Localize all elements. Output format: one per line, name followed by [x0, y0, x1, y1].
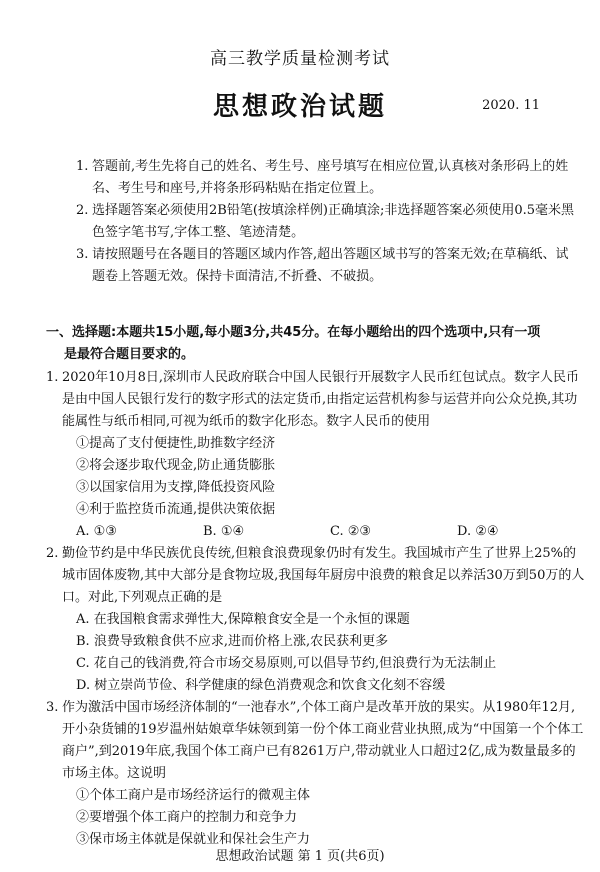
instruction-number: 3. — [76, 247, 89, 262]
answer-choices — [62, 521, 586, 543]
instruction-item — [76, 200, 576, 244]
statement-item: ①个体工商户是市场经济运行的微观主体 — [76, 788, 311, 803]
instruction-text: 选择题答案必须使用2B铅笔(按填涂样例)正确填涂;非选择题答案必须使用0.5毫米黑色签字笔书写,字体工整、笔迹清楚。 — [92, 203, 575, 240]
question-list — [46, 367, 586, 851]
instruction-item — [76, 156, 576, 200]
statement-item: ②要增强个体工商户的控制力和竞争力 — [76, 810, 298, 825]
instructions — [76, 156, 576, 288]
question-1 — [46, 367, 586, 543]
question-stem: 2020年10月8日,深圳市人民政府联合中国人民银行开展数字人民币红包试点。数字人民币是由中国人民银行发行的数字形式的法定货币,由指定运营机构参与运营并向公众兑换,其功能属性与纸币相同,可视为纸币的数字化形态。数字人民币的使用 — [62, 370, 580, 429]
question-stem: 勤俭节约是中华民族优良传统,但粮食浪费现象仍时有发生。我国城市产生了世界上25%的城市固体废物,其中大部分是食物垃圾,我国每年厨房中浪费的粮食足以养活30万到50万的人口。对此,下列观点正确的是 — [62, 546, 585, 605]
statement-item: ③以国家信用为支撑,降低投资风险 — [76, 480, 276, 495]
choice-d: D. ②④ — [457, 524, 499, 539]
question-number: 2. — [46, 546, 59, 561]
question-2 — [46, 543, 586, 697]
instruction-text: 请按照题号在各题目的答题区域内作答,超出答题区域书写的答案无效;在草稿纸、试题卷上答题无效。保持卡面清洁,不折叠、不破损。 — [92, 247, 569, 284]
option-c: C. 花自己的钱消费,符合市场交易原则,可以倡导节约,但浪费行为无法制止 — [76, 656, 497, 671]
statement-item: ①提高了支付便捷性,助推数字经济 — [76, 436, 276, 451]
exam-date: 2020. 11 — [482, 98, 540, 113]
statement-item: ④利于监控货币流通,提供决策依据 — [76, 502, 276, 517]
choice-b: B. ①④ — [203, 524, 245, 539]
section-heading-line2: 是最符合题目要求的。 — [64, 347, 195, 362]
instruction-item — [76, 244, 576, 288]
option-b: B. 浪费导致粮食供不应求,进而价格上涨,农民获利更多 — [76, 634, 389, 649]
instruction-number: 1. — [76, 159, 89, 174]
choice-c: C. ②③ — [330, 524, 372, 539]
statement-item: ③保市场主体就是保就业和保社会生产力 — [76, 832, 311, 847]
subject-title: 思想政治试题 — [212, 92, 387, 122]
option-d: D. 树立崇尚节俭、科学健康的绿色消费观念和饮食文化刻不容缓 — [76, 678, 446, 693]
statement-item: ②将会逐步取代现金,防止通货膨胀 — [76, 458, 276, 473]
section-heading — [46, 322, 586, 366]
exam-title: 高三教学质量检测考试 — [210, 49, 390, 69]
page-footer: 思想政治试题 第 1 页(共6页) — [215, 849, 385, 864]
question-stem: 作为激活中国市场经济体制的“一池春水”,个体工商户是改革开放的果实。从1980年12月,开小杂货铺的19岁温州姑娘章华妹领到第一份个体工商业营业执照,成为“中国第一个个体工商户”,到2019年底,我国个体工商户已有8261万户,带动就业人口超过2亿,成为数量最多的市场主体。这说明 — [62, 700, 584, 781]
choice-a: A. ①③ — [76, 524, 117, 539]
instruction-text: 答题前,考生先将自己的姓名、考生号、座号填写在相应位置,认真核对条形码上的姓名、考生号和座号,并将条形码粘贴在指定位置上。 — [92, 159, 569, 196]
option-a: A. 在我国粮食需求弹性大,保障粮食安全是一个永恒的课题 — [76, 612, 410, 627]
question-number: 3. — [46, 700, 59, 715]
section-heading-line1: 一、选择题:本题共15小题,每小题3分,共45分。在每小题给出的四个选项中,只有一项 — [46, 325, 541, 340]
question-3 — [46, 697, 586, 851]
instruction-number: 2. — [76, 203, 89, 218]
question-number: 1. — [46, 370, 59, 385]
